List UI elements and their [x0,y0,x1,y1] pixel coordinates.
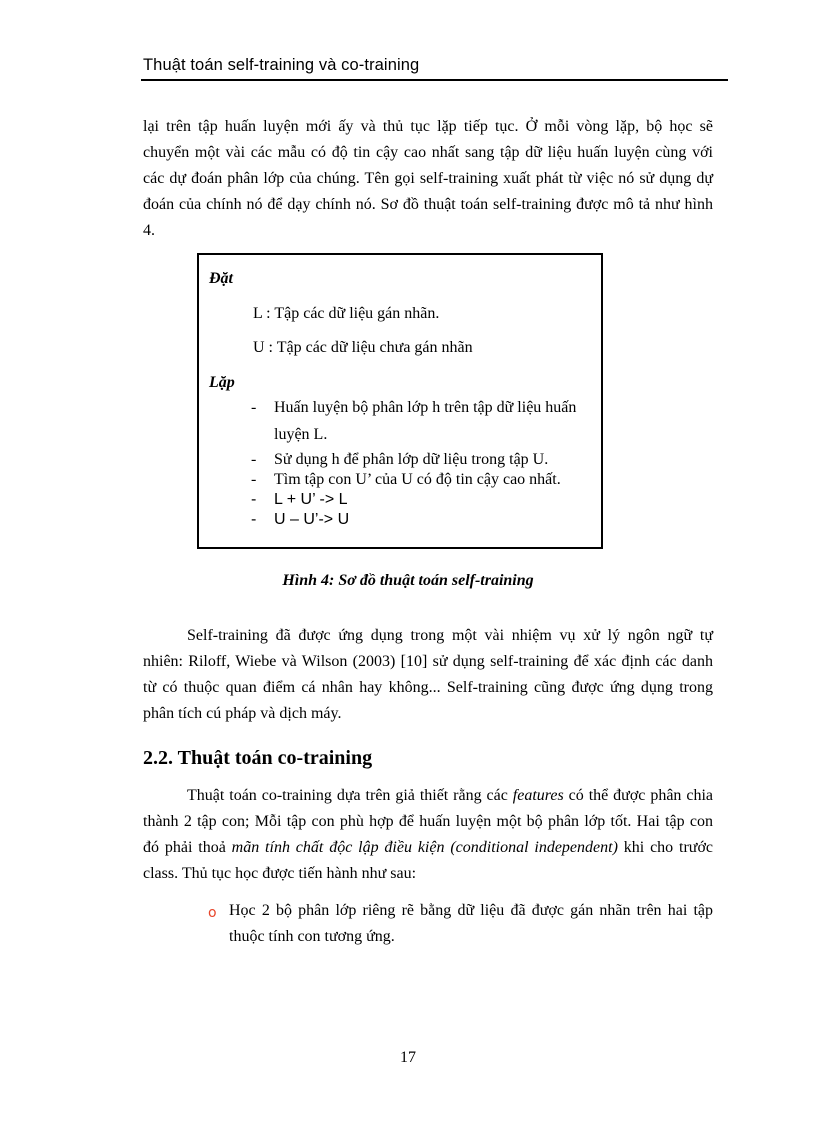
step-dash: - [251,491,257,508]
italic-term: features [512,787,564,804]
step-dash: - [251,451,257,468]
paragraph-line [143,783,713,809]
text-segment: đó phải thoả [143,839,226,856]
loop-step [251,491,348,509]
step-text: L + U’ -> L [274,491,348,508]
co-training-paragraph [143,783,713,887]
paragraph-line: đoán của chính nó để dạy chính nó. Sơ đồ thuật toán self-training được mô tả như hình [143,196,713,213]
paragraph-line: thành 2 tập con; Mỗi tập con phù hợp để huấn luyện một bộ phân lớp tốt. Hai tập con [143,813,713,830]
bullet-text [229,898,713,950]
loop-step [251,511,349,529]
definition-u: U : Tập các dữ liệu chưa gán nhãn [253,339,473,356]
intro-paragraph [143,114,713,244]
paragraph-line: Self-training đã được ứng dụng trong một vài nhiệm vụ xử lý ngôn ngữ tự [187,627,713,644]
definition-l: L : Tập các dữ liệu gán nhãn. [253,305,440,322]
paragraph-line: class. Thủ tục học được tiến hành như sau: [143,865,417,882]
paragraph-line: chuyển một vài các mẫu có độ tin cậy cao nhất sang tập dữ liệu huấn luyện cùng với [143,144,713,161]
step-dash: - [251,471,257,488]
loop-step [251,451,548,469]
step-text: U – U’-> U [274,511,350,528]
paragraph-line [143,835,713,861]
loop-step [251,399,576,417]
bullet-line: Học 2 bộ phân lớp riêng rẽ bằng dữ liệu đã được gán nhãn trên hai tập [229,902,713,919]
page-number: 17 [400,1049,416,1066]
paragraph-line: nhiên: Riloff, Wiebe và Wilson (2003) [10] sử dụng self-training để xác định các danh [143,653,713,670]
algorithm-box [197,253,603,549]
text-segment: có thể được phân chia [568,787,714,804]
step-text: Sử dụng h để phân lớp dữ liệu trong tập U. [274,451,549,468]
paragraph-line: các dự đoán phân lớp của chúng. Tên gọi self-training xuất phát từ việc nó sử dụng dự [143,170,713,187]
step-dash: - [251,399,257,416]
paragraph-line: từ có thuộc quan điểm cá nhân hay không... Self-training cũng được ứng dụng trong [143,679,713,696]
paragraph-line: lại trên tập huấn luyện mới ấy và thủ tục lặp tiếp tục. Ở mỗi vòng lặp, bộ học sẽ [143,118,713,135]
header-rule [141,79,728,81]
figure-caption: Hình 4: Sơ đồ thuật toán self-training [282,572,534,589]
text-segment: khi cho trước [623,839,714,856]
loop-label: Lặp [209,374,235,391]
text-segment: Thuật toán co-training dựa trên giả thiết rằng các [187,787,508,804]
self-training-paragraph [143,623,713,727]
step-continuation: luyện L. [274,426,328,443]
italic-term: mãn tính chất độc lập điều kiện (conditional independent) [231,839,618,856]
step-text: Tìm tập con U’ của U có độ tin cậy cao nhất. [274,471,561,488]
running-header: Thuật toán self-training và co-training [143,56,420,74]
bullet-line: thuộc tính con tương ứng. [229,928,395,945]
step-dash: - [251,511,257,528]
loop-step [251,471,561,489]
paragraph-line: 4. [143,222,155,239]
step-text: Huấn luyện bộ phân lớp h trên tập dữ liệu huấn [274,399,577,416]
section-heading: 2.2. Thuật toán co-training [143,747,373,769]
circle-bullet-icon: o [208,905,217,921]
paragraph-line: phân tích cú pháp và dịch máy. [143,705,342,722]
set-label: Đặt [209,270,233,287]
